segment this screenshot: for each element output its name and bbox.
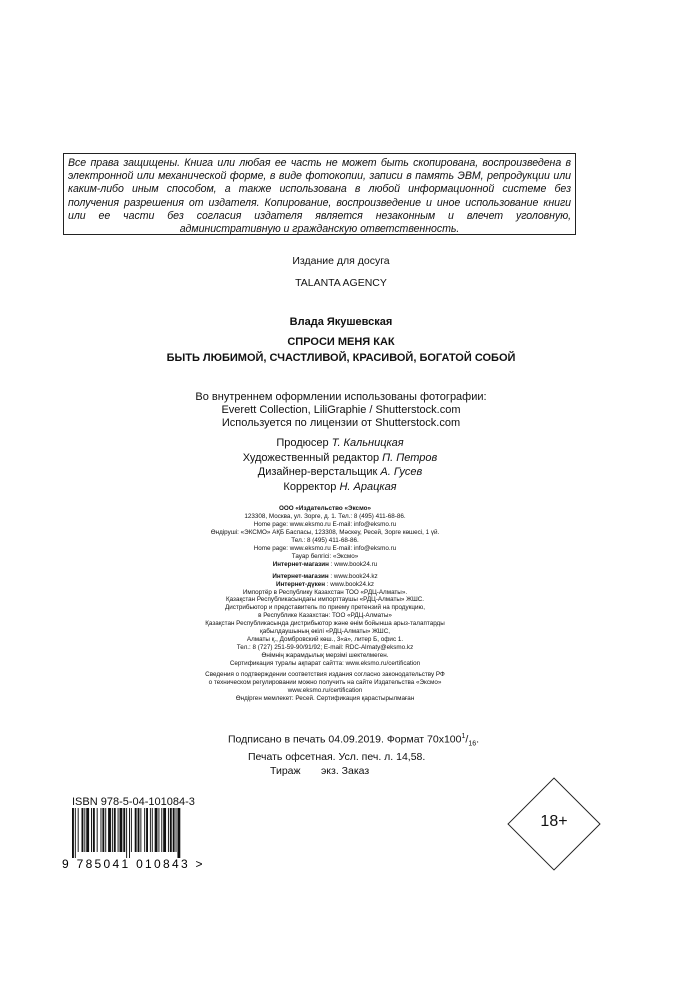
barcode-bar	[112, 808, 113, 852]
barcode-bar	[84, 808, 85, 852]
barcode-bar	[78, 808, 79, 852]
barcode-bar	[123, 808, 125, 852]
staff-designer	[240, 465, 440, 480]
origin-line: Өндірген мемлекет: Ресей. Сертификация қарастырылмаған	[235, 694, 415, 702]
barcode-digits: 9 785041 010843 >	[62, 857, 205, 870]
barcode-bar	[152, 808, 153, 852]
barcode-bar	[118, 808, 119, 852]
barcode-bar	[176, 808, 177, 852]
copyright-notice: Все права защищены. Книга или любая ее часть не может быть скопирована, воспроизведена в электронной или механической форме, в виде фотокопии, записи в память ЭВМ, репродукции или каким-либо иным способом, а также использована в любой информационной системе без получения разрешения от издателя. Копирование, воспроизведение и иное использование книги или ее части без согласия издателя является незаконным и влечет уголовную, административную и гражданскую ответственность.	[63, 153, 576, 235]
staff-art-editor	[240, 451, 440, 466]
print-run: Тираж экз. Заказ	[270, 764, 370, 777]
barcode-bar	[97, 808, 98, 852]
author-name: Влада Якушевская	[289, 316, 393, 328]
agency-name: TALANTA AGENCY	[295, 277, 387, 289]
isbn: ISBN 978-5-04-101084-3	[72, 796, 195, 808]
photo-credits-line: Во внутреннем оформлении использованы фотографии:	[195, 391, 487, 403]
photo-credits	[0, 391, 682, 429]
staff-name: Н. Арацкая	[339, 480, 397, 493]
barcode-bar	[173, 808, 175, 852]
publisher-trademark: Тауар белгісі: «Эксмо»	[291, 552, 359, 560]
staff-role: Дизайнер-верстальщик	[257, 466, 378, 479]
print-type: Печать офсетная. Усл. печ. л. 14,58.	[248, 751, 426, 764]
importer-line: Импортёр в Республику Казахстан ТОО «РДЦ-Алматы».	[242, 588, 408, 596]
publisher-info	[170, 505, 480, 703]
barcode-bar	[138, 808, 140, 852]
staff-role: Продюсер	[276, 437, 329, 449]
distributor-kz-line-2: қабылдаушының өкілі «РДЦ-Алматы» ЖШС,	[259, 628, 390, 636]
barcode	[58, 808, 218, 870]
barcode-bar	[120, 808, 123, 852]
cert-ru-line-1: Сведения о подтверждении соответствия издания согласно законодательству РФ	[205, 671, 445, 679]
publisher-kz-web: Home page: www.eksmo.ru E-mail: info@eksmo.ru	[253, 544, 397, 552]
kz-shop-line: Интернет-магазин : www.book24.kz	[272, 572, 378, 580]
barcode-bar	[161, 808, 162, 852]
publisher-web: Home page: www.eksmo.ru E-mail: info@eksmo.ru	[253, 520, 397, 528]
staff-role: Корректор	[283, 480, 337, 493]
barcode-bar	[146, 808, 148, 852]
importer-kz-line: Қазақстан Республикасындағы импорттаушы «РДЦ-Алматы» ЖШС.	[225, 596, 425, 604]
print-signed: Подписано в печать 04.09.2019. Формат $70x100^1/_{16}$.	[228, 733, 480, 748]
age-rating-text: 18+	[540, 813, 568, 830]
publisher-name: ООО «Издательство «Эксмо»	[278, 505, 371, 512]
kz-shop2-line: Интернет-дүкен : www.book24.kz	[275, 580, 375, 588]
barcode-bar	[131, 808, 132, 852]
photo-credits-line: Everett Collection, LiliGraphie / Shutterstock.com	[221, 403, 461, 416]
publisher-kz-maker: Өндіруші: «ЭКСМО» АҚБ Баспасы, 123308, Мәскеу, Ресей, Зорге көшесі, 1 үй.	[210, 528, 440, 536]
barcode-bar	[105, 808, 106, 852]
barcode-bar	[126, 808, 127, 858]
book-subtitle: БЫТЬ ЛЮБИМОЙ, СЧАСТЛИВОЙ, КРАСИВОЙ, БОГАТОЙ СОБОЙ	[166, 352, 516, 364]
photo-credits-line: Используется по лицензии от Shutterstock.com	[221, 416, 461, 429]
staff-proofreader	[240, 480, 440, 495]
barcode-bar	[102, 808, 104, 852]
barcode-bar	[140, 808, 141, 852]
barcode-bar	[150, 808, 151, 852]
barcode-bar	[101, 808, 102, 852]
barcode-bar	[158, 808, 159, 852]
barcode-bar	[170, 808, 172, 852]
edition-type: Издание для досуга	[292, 255, 390, 267]
barcode-bar	[75, 808, 76, 858]
barcode-bar	[144, 808, 145, 852]
cert-kz-line: Сертификация туралы ақпарат сайтта: www.eksmo.ru/certification	[229, 660, 421, 668]
staff-producer	[240, 436, 440, 451]
distributor-kz-line: Қазақстан Республикасында дистрибьютор және өнім бойынша арыз-талаптарды	[205, 620, 445, 628]
print-info	[228, 730, 480, 778]
tel-kz-line: Тел.: 8 (727) 251-59-90/91/92; E-mail: RDC-Almaty@eksmo.kz	[236, 644, 414, 652]
staff-credits	[240, 436, 440, 494]
publisher-address: 123308, Москва, ул. Зорге, д. 1. Тел.: 8 (495) 411-68-86.	[244, 512, 406, 520]
barcode-bar	[155, 808, 158, 852]
book-title: СПРОСИ МЕНЯ КАК	[287, 336, 395, 348]
staff-name: А. Гусев	[380, 466, 423, 479]
barcode-bar	[129, 808, 130, 858]
staff-role: Художественный редактор	[242, 451, 380, 464]
staff-name: П. Петров	[382, 451, 438, 464]
barcode-bar	[93, 808, 95, 852]
barcode-bar	[177, 808, 180, 858]
barcode-bar	[108, 808, 111, 852]
cert-ru-line-3: www.eksmo.ru/certification	[287, 686, 363, 694]
barcode-bar	[114, 808, 116, 852]
ru-shop-line: Интернет-магазин : www.book24.ru	[272, 560, 378, 568]
staff-name: Т. Кальницкая	[331, 437, 404, 449]
address-kz-line: Алматы қ., Домбровский көш., 3«а», литер Б, офис 1.	[246, 636, 404, 644]
cert-ru-line-2: о техническом регулировании можно получить на сайте Издательства «Эксмо»	[208, 679, 442, 687]
barcode-bar	[82, 808, 84, 852]
barcode-bar	[72, 808, 74, 858]
barcode-bar	[91, 808, 92, 852]
validity-line: Өнімнің жарамдылық мерзімі шектелмеген.	[261, 652, 389, 660]
barcode-bar	[163, 808, 166, 852]
publisher-kz-tel: Тел.: 8 (495) 411-68-86.	[291, 536, 359, 544]
distributor-line: Дистрибьютор и представитель по приему претензий на продукцию,	[225, 604, 425, 612]
distributor-line-2: в Республике Казахстан: ТОО «РДЦ-Алматы»	[258, 612, 392, 620]
barcode-bar	[86, 808, 89, 852]
barcode-bar	[168, 808, 169, 852]
barcode-bar	[135, 808, 137, 852]
